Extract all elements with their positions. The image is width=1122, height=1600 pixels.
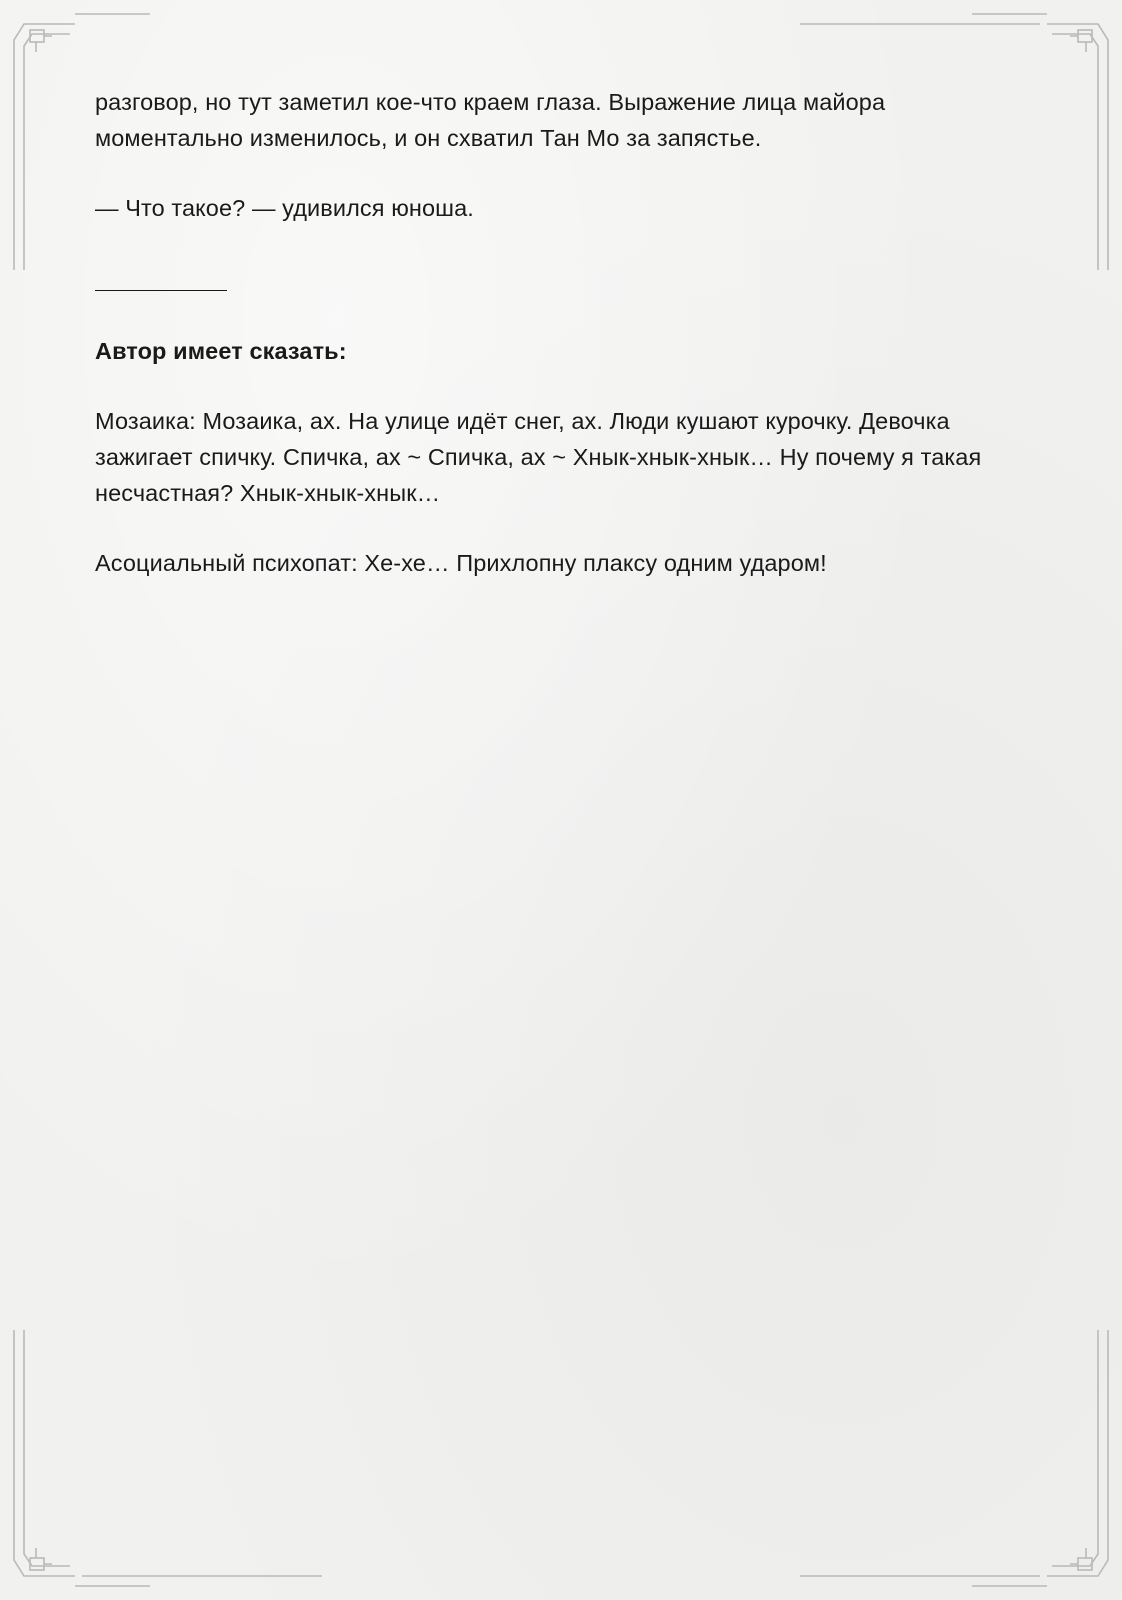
paragraph: разговор, но тут заметил кое-что краем глаза. Выражение лица майора моментально изменилось, и он схватил Тан Мо за запястье. — [95, 89, 886, 151]
paragraph: — Что такое? — удивился юноша. — [95, 195, 474, 221]
section-divider — [95, 290, 227, 291]
author-note-paragraph: Асоциальный психопат: Хе-хе… Прихлопну плаксу одним ударом! — [95, 550, 827, 576]
author-note-heading: Автор имеет сказать: — [95, 338, 347, 364]
document-body — [95, 84, 1035, 581]
author-note-paragraph: Мозаика: Мозаика, ах. На улице идёт снег, ах. Люди кушают курочку. Девочка зажигает спичку. Спичка, ах ~ Спичка, ах ~ Хнык-хнык-хнык… Ну почему я такая несчастная? Хнык-хнык-хнык… — [95, 408, 982, 506]
